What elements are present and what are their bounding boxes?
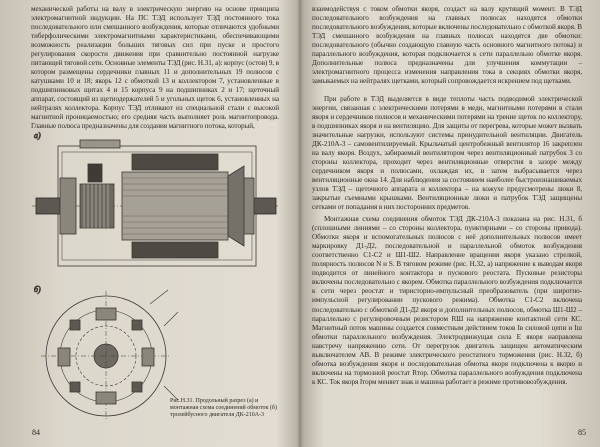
right-paragraph-2: При работе в ТЭД выделяется в виде теплоты часть подводимой электрической энергии, связанная с электрическими потерями в меди, магнитными потерями в стали якоря и сердечников полюсов и механическими потерями на трение щеток по коллектору, в подшипниках якоря и на вентиляцию. Для защиты от перегрева, которые может вызвать значительные нагрузки, используют системы принудительной вентиляции. Двигатель ДК-210А-3 – самовентилируемый. Крыльчатый центробежный вентилятор 16 закреплен на валу якоря. Воздух, забираемый вентилятором через вентиляционный патрубок 3 со стороны коллектора, проходит через вентиляционные отверстия в зазоре между сердечником якоря и полюсами, охлаждая их, и затем выбрасывается через вентиляционные окна 14. Для наблюдения за состоянием наиболее быстроизнашиваемых узлов ТЭД – щеточного аппарата и коллектора – на кожухе предусмотрены люки 8, закрытые съемными крышками. Вентиляционные люки и патрубок ТЭД защищены сетками от попадания в них посторонних предметов. <box>312 95 582 212</box>
bearing-shield-left <box>60 178 76 234</box>
brush-holder <box>88 164 102 182</box>
fan <box>228 166 244 246</box>
page-number-right: 85 <box>578 428 586 437</box>
left-paragraph-1: механической работы на валу в электрическую энергию на основе принципа электромагнитной индукции. На ПС ТЭД использует ТЭД постоянного тока последовательного или смешанного возбуждения, которые отличаются удобными тиберфолическими электромагнитными характеристиками, обеспечивающими возможность реализации больших тяговых сил при пуске и простого регулирования скорости движения при сравнительно постоянной нагрузке питающей тяговой сети. Основные элементы ТЭД (рис. Н.31, а): корпус (остов) 9, в котором размещены сердечники главных 11 и дополнительных 19 полюсов с катушками 10 и 18; якорь 12 с обмоткой 13 и коллектором 7, установленные в подшипниковых щитах 4 и 15 корпуса 9 на подшипниках 2 и 17; щеточный аппарат, состоящий из щетиодержателей 5 и угольных щеток 6, установленных на нейтралях коллектора. Корпус ТЭД отливают из специальной стали с высокой магнитной проницаемостью; его средняя часть выполняет роль магнитопровода. Главные полюса предназначены для создания магнитного потока, который, <box>31 5 279 131</box>
right-page <box>302 0 600 447</box>
commutator <box>80 184 114 228</box>
main-pole-top <box>132 154 218 170</box>
page-number-left: 84 <box>32 428 40 437</box>
fig-label-a: а) <box>34 131 41 140</box>
main-pole-bottom <box>132 242 218 258</box>
left-page <box>0 0 298 447</box>
right-text-block <box>312 5 582 387</box>
right-paragraph-3: Монтажная схема соединения обмоток ТЭД ДК-210А-3 показана на рис. Н.31, б (сплошными линиями – со стороны коллектора, пунктирными – со стороны привода). Обмотки якоря и вспомогательных полюсов с неё дополнительных полюсов имеет маркировку Д1-Д2, последовательной и параллельной обмоток возбуждения соответственно С1-С2 и Ш1-Ш2. Направление вращения якоря указано стрелкой, полярность полюсов N и S. В тяговом режиме (рис. Н.32, а) напряжение к выводам якоря подводится от линейного контактора и пускового реостата. Пусковые резисторы включены последовательно с якорем. Обмотка параллельного возбуждения подключается к сети через реостат и тиристорно-импульсный преобразователь (при широтно-импульсной регулировании пускового режима). Обмотка С1-С2 включена последовательно с обмоткой Д1-Д2 якоря и дополнительных полюсов, обмотка Ш1-Ш2 – параллельно с регулировочным резистором RШ на напряжение контактной сети КС. Магнитный поток машины создается совместным действием токов Iв силовой цепи и Iш обмотки параллельного возбуждения. Электродвижущая сила Е якоря направлена навстречу напряжению сети. От перегрузок двигатель защищен автоматическим выключателем АВ. В режиме электрического реостатного торможения (рис. Н.32, б) обмотка возбуждения якоря и последовательная обмотка якоря подключена к якорю и включены на тормозной реостат Rтор. Обмотка параллельного возбуждения подключена к КС. Ток якоря Iторм меняет знак и машина работает в режиме противовозбуждения. <box>312 215 582 386</box>
shaft-left-end <box>36 198 60 214</box>
shaft-right-end <box>252 198 276 214</box>
armature-core <box>122 172 228 240</box>
right-paragraph-1: взаимодействуя с током обмотки якоря, создаст на валу крутящий момент. В ТЭД последовательного возбуждения на главных полюсах находятся обмотки последовательного возбуждения, которые включены последовательно с обмоткой якоря. В ТЭД смешанного возбуждения на главных полюсах находятся две обмотки: последовательного (обычно создающую главную часть основного магнитного потока) и параллельного возбуждения, которая подключается к сети параллельно обмотке якоря. Дополнительные полюса предназначены для улучшения коммутации – электромагнитного процесса изменения направления тока в секциях обмотки якоря, замыкаемых на нейтралях щетками, который сопровождается искрением под щетками. <box>312 5 582 86</box>
inspection-hatch <box>80 140 120 148</box>
figure-caption: Рис.Н.31. Продольный разрез (а) и монтажная схема соединений обмоток (б) тролейбусного двигателя ДК-210А-3 <box>170 398 277 418</box>
motor-drawing <box>32 126 278 426</box>
fig-label-b: б) <box>34 285 41 294</box>
longitudinal-section-figure <box>32 126 278 426</box>
